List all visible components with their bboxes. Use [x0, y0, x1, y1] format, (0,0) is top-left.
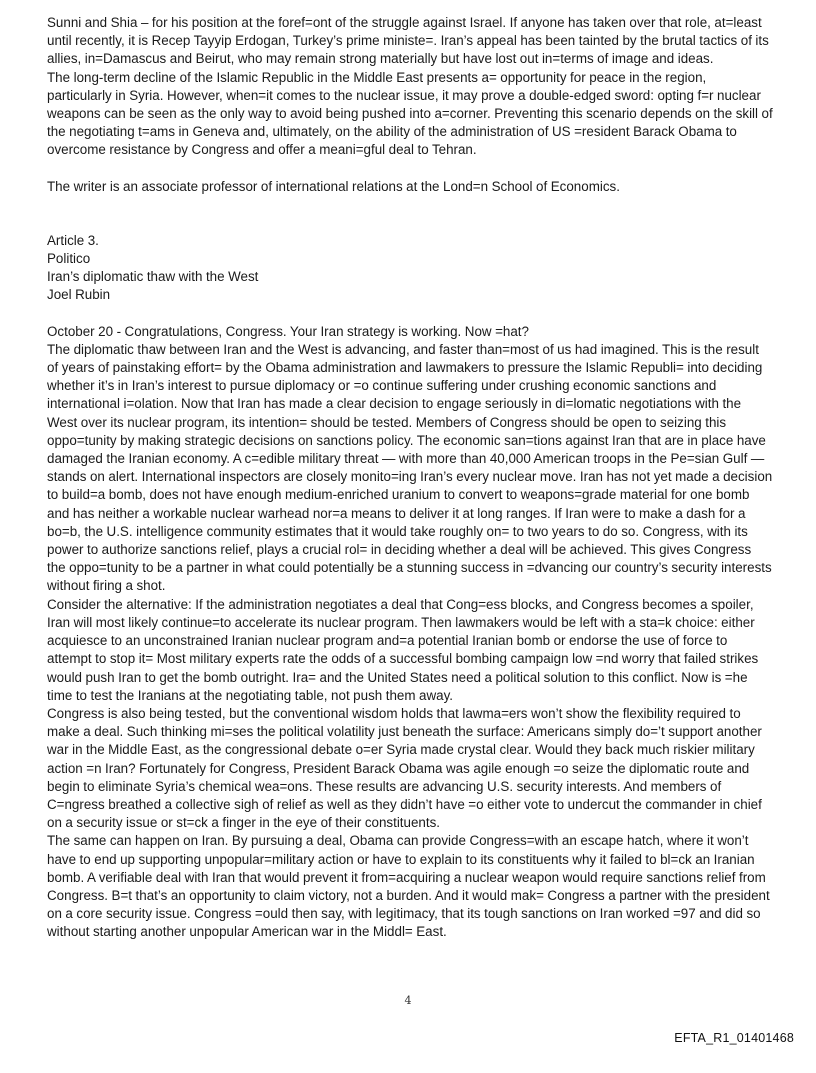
spacer: [47, 305, 773, 323]
article-paragraph-4: Congress is also being tested, but the conventional wisdom holds that lawma=ers won’t show the flexibility required to make a deal. Such thinking mi=ses the political volatility just beneath the surface: Americans simply do=’t support another war in the Middle East, as the congressional debate o=er Syria made crystal clear. Would they back much riskier military action =n Iran? Fortunately for Congress, President Barack Obama was agile enough =o seize the diplomatic route and begin to eliminate Syria’s chemical wea=ons. These results are advancing U.S. security interests. And members of C=ngress breathed a collective sigh of relief as well as they didn’t have =o either vote to undercut the commander in chief on a security issue or st=ck a finger in the eye of their constituents.: [47, 705, 766, 831]
article-title: Iran’s diplomatic thaw with the West: [47, 269, 259, 285]
document-id: EFTA_R1_01401468: [674, 1031, 794, 1045]
intro-paragraph-2: The long-term decline of the Islamic Republic in the Middle East presents a= opportunity for peace in the region, particularly in Syria. However, when=it comes to the nuclear issue, it may prove a double-edged sword: opting f=r nuclear weapons can be seen as the only way to avoid being pushed into a=corner. Preventing this scenario depends on the skill of the negotiating t=ams in Geneva and, ultimately, on the ability of the administration of US =resident Barack Obama to overcome resistance by Congress and offer a meani=gful deal to Tehran.: [47, 69, 777, 158]
article-source: Politico: [47, 251, 91, 267]
intro-paragraph-1: Sunni and Shia – for his position at the foref=ont of the struggle against Israel. If anyone has taken over that role, at=least until recently, it is Recep Tayyip Erdogan, Turkey’s prime ministe=. Iran’s appeal has been tainted by the brutal tactics of its allies, in=Damascus and Beirut, who may remain strong materially but have lost out in=terms of image and ideas.: [47, 15, 773, 67]
article-author: Joel Rubin: [47, 287, 111, 303]
article-paragraph-1: October 20 - Congratulations, Congress. Your Iran strategy is working. Now =hat?: [47, 323, 529, 339]
spacer: [47, 160, 773, 178]
article-paragraph-5: The same can happen on Iran. By pursuing a deal, Obama can provide Congress=with an escape hatch, where it won’t have to end up supporting unpopular=military action or have to explain to its constituents why it failed to bl=ck an Iranian bomb. A verifiable deal with Iran that would prevent it from=acquiring a nuclear weapon would require sanctions relief from Congress. B=t that’s an opportunity to claim victory, not a burden. And it would mak= Congress a partner with the president on a core security issue. Congress =ould then say, with legitimacy, that its tough sanctions on Iran worked =97 and did so without starting another unpopular American war in the Middl= East.: [47, 833, 774, 940]
article-paragraph-2: The diplomatic thaw between Iran and the West is advancing, and faster than=most of us had imagined. This is the result of years of painstaking effort= by the Obama administration and lawmakers to pressure the Islamic Republi= into deciding whether it’s in Iran’s interest to pursue diplomacy or =o continue suffering under crushing economic sanctions and international i=olation. Now that Iran has made a clear decision to engage seriously in di=lomatic negotiations with the West over its nuclear program, its intention= should be tested. Members of Congress should be open to seizing this oppo=tunity by making strategic decisions on sanctions policy. The economic san=tions against Iran that are in place have damaged the Iranian economy. A c=edible military threat — with more than 40,000 American troops in the Pe=sian Gulf — stands on alert. International inspectors are closely monito=ing Iran’s every nuclear move. Iran has not yet made a decision to build=a bomb, does not have enough medium-enriched uranium to convert to weapons=grade material for one bomb and has neither a workable nuclear warhead nor=a means to deliver it at long ranges. If Iran were to make a dash for a bo=b, the U.S. intelligence community estimates that it would take roughly on= to two years to do so. Congress, with its power to authorize sanctions relief, plays a crucial rol= in deciding whether a deal will be achieved. This gives Congress the oppo=tunity to be a partner in what could potentially be a stunning success in =dvancing our country’s security interests without firing a shot.: [47, 341, 776, 594]
page-number: 4: [404, 994, 412, 1007]
writer-note: The writer is an associate professor of international relations at the Lond=n School of Economics.: [47, 178, 620, 194]
spacer: [47, 196, 773, 232]
article-number: Article 3.: [47, 232, 99, 248]
document-body: [47, 14, 777, 942]
article-paragraph-3: Consider the alternative: If the administration negotiates a deal that Cong=ess blocks, and Congress becomes a spoiler, Iran will most likely continue=to accelerate its nuclear program. Then lawmakers would be left with a sta=k choice: either acquiesce to an unconstrained Iranian nuclear program and=a potential Iranian bomb or endorse the use of force to attempt to stop it= Most military experts rate the odds of a successful bombing campaign low =nd worry that failed strikes would push Iran to get the bomb outright. Ira= and the United States need a political solution to this conflict. Now is =he time to test the Iranians at the negotiating table, not push them away.: [47, 596, 762, 703]
